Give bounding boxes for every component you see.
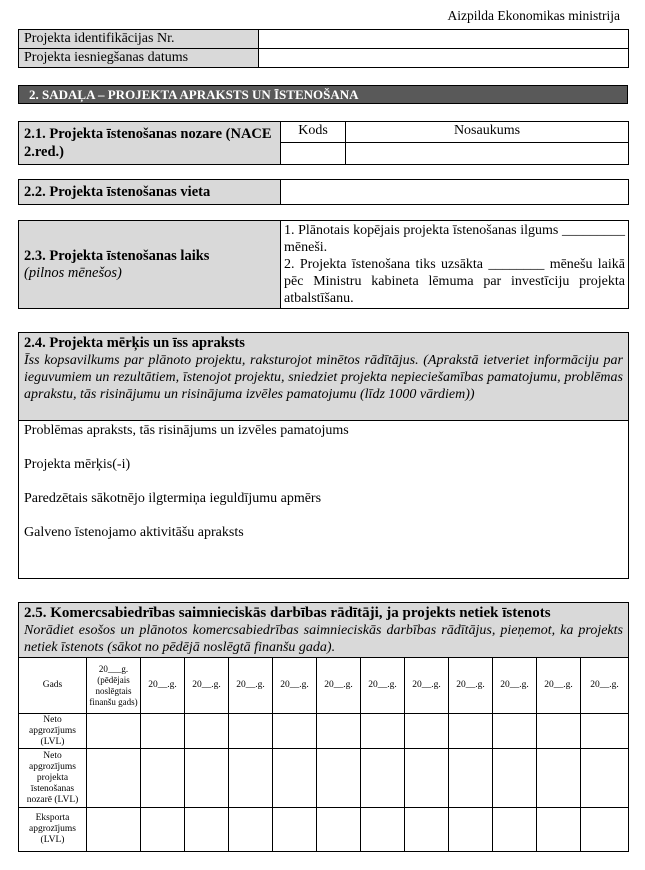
row-label-export-turnover: Eksporta apgrozījums (LVL) bbox=[19, 808, 87, 852]
table-row bbox=[19, 808, 629, 852]
value-cell[interactable] bbox=[361, 714, 405, 749]
nosaukums-header: Nosaukums bbox=[346, 122, 629, 143]
value-cell[interactable] bbox=[449, 808, 493, 852]
value-cell[interactable] bbox=[405, 749, 449, 808]
nace-title: 2.1. Projekta īstenošanas nozare (NACE 2.red.) bbox=[19, 122, 281, 165]
year-header: 20__.g. bbox=[141, 658, 185, 714]
timeline-title: 2.3. Projekta īstenošanas laiks bbox=[24, 248, 210, 264]
table-row bbox=[19, 749, 629, 808]
value-cell[interactable] bbox=[405, 714, 449, 749]
value-cell[interactable] bbox=[537, 808, 581, 852]
value-cell[interactable] bbox=[493, 808, 537, 852]
location-title: 2.2. Projekta īstenošanas vieta bbox=[19, 180, 281, 205]
goal-description: Īss kopsavilkums par plānoto projektu, raksturojot minētos rādītājus. (Aprakstā ietveriet informāciju par ieguvumiem un rezultātiem, īstenojot projektu, sniedziet projekta nepieciešamības pamatojumu, problēmas aprakstu, tās risinājumu un risinājuma izvēles pamatojumu (līdz 1000 vārdiem)) bbox=[24, 353, 623, 402]
goal-line-objectives: Projekta mērķis(-i) bbox=[24, 457, 131, 472]
value-cell[interactable] bbox=[537, 749, 581, 808]
year-header: 20__.g. bbox=[449, 658, 493, 714]
ministry-note: Aizpilda Ekonomikas ministrija bbox=[447, 8, 620, 23]
year-header: 20__.g. bbox=[361, 658, 405, 714]
value-cell[interactable] bbox=[185, 749, 229, 808]
value-cell[interactable] bbox=[229, 749, 273, 808]
value-cell[interactable] bbox=[87, 714, 141, 749]
value-cell[interactable] bbox=[581, 714, 629, 749]
timeline-subtitle: (pilnos mēnešos) bbox=[24, 265, 122, 281]
value-cell[interactable] bbox=[581, 749, 629, 808]
value-cell[interactable] bbox=[317, 749, 361, 808]
kods-field[interactable] bbox=[281, 142, 346, 164]
section-2-3 bbox=[18, 220, 629, 309]
goal-line-activities: Galveno īstenojamo aktivitāšu apraksts bbox=[24, 525, 244, 540]
goal-header bbox=[19, 333, 629, 421]
year-header: 20__.g. bbox=[273, 658, 317, 714]
project-id-label: Projekta identifikācijas Nr. bbox=[19, 30, 259, 49]
timeline-content bbox=[281, 221, 629, 309]
value-cell[interactable] bbox=[405, 808, 449, 852]
goal-content[interactable] bbox=[19, 421, 629, 579]
year-header: 20__.g. bbox=[537, 658, 581, 714]
row-label-net-turnover: Neto apgrozījums (LVL) bbox=[19, 714, 87, 749]
value-cell[interactable] bbox=[185, 808, 229, 852]
value-cell[interactable] bbox=[229, 808, 273, 852]
kods-header: Kods bbox=[281, 122, 346, 143]
indicators-title: 2.5. Komercsabiedrības saimnieciskās darbības rādītāji, ja projekts netiek īstenots bbox=[24, 605, 551, 621]
section-2-4 bbox=[18, 332, 629, 579]
value-cell[interactable] bbox=[581, 808, 629, 852]
section-2-5 bbox=[18, 602, 629, 852]
section-title: 2. SADAĻA – PROJEKTA APRAKSTS UN ĪSTENOŠANA bbox=[18, 85, 628, 104]
timeline-title-cell bbox=[19, 221, 281, 309]
goal-line-investment: Paredzētais sākotnējo ilgtermiņa ieguldījumu apmērs bbox=[24, 491, 322, 506]
year-header: 20__.g. bbox=[493, 658, 537, 714]
value-cell[interactable] bbox=[273, 714, 317, 749]
value-cell[interactable] bbox=[273, 749, 317, 808]
table-row bbox=[19, 714, 629, 749]
value-cell[interactable] bbox=[449, 714, 493, 749]
section-2-1 bbox=[18, 121, 629, 165]
goal-title: 2.4. Projekta mērķis un īss apraksts bbox=[24, 335, 245, 351]
value-cell[interactable] bbox=[317, 808, 361, 852]
value-cell[interactable] bbox=[87, 749, 141, 808]
indicators-description: Norādiet esošos un plānotos komercsabiedrības saimnieciskās darbības rādītājus, pieņemot, ka projekts netiek īstenots (sākot no pēdējā noslēgtā finanšu gada). bbox=[24, 623, 623, 655]
value-cell[interactable] bbox=[87, 808, 141, 852]
value-cell[interactable] bbox=[361, 808, 405, 852]
year-header: 20__.g. bbox=[185, 658, 229, 714]
indicators-header bbox=[19, 603, 629, 658]
nosaukums-field[interactable] bbox=[346, 142, 629, 164]
year-header: 20__.g. bbox=[581, 658, 629, 714]
value-cell[interactable] bbox=[449, 749, 493, 808]
value-cell[interactable] bbox=[141, 808, 185, 852]
section-2-2 bbox=[18, 179, 629, 205]
identification-table bbox=[18, 29, 629, 68]
gads-header: Gads bbox=[19, 658, 87, 714]
year-header: 20__.g. bbox=[317, 658, 361, 714]
year-header: 20__.g. bbox=[405, 658, 449, 714]
value-cell[interactable] bbox=[537, 714, 581, 749]
location-field[interactable] bbox=[281, 180, 629, 205]
year-header: 20__.g. bbox=[229, 658, 273, 714]
project-id-field[interactable] bbox=[259, 30, 629, 49]
value-cell[interactable] bbox=[317, 714, 361, 749]
timeline-item-2: 2. Projekta īstenošana tiks uzsākta ________ mēnešu laikā pēc Ministru kabineta lēmuma par investīciju projekta atbalstīšanu. bbox=[284, 257, 625, 306]
year-header-first: 20___g. (pēdējais noslēgtais finanšu gads) bbox=[87, 658, 141, 714]
submission-date-field[interactable] bbox=[259, 49, 629, 68]
value-cell[interactable] bbox=[493, 749, 537, 808]
value-cell[interactable] bbox=[493, 714, 537, 749]
submission-date-label: Projekta iesniegšanas datums bbox=[19, 49, 259, 68]
timeline-item-1: 1. Plānotais kopējais projekta īstenošanas ilgums _________ mēneši. bbox=[284, 223, 625, 255]
value-cell[interactable] bbox=[229, 714, 273, 749]
row-label-sector-turnover: Neto apgrozījums projekta īstenošanas nozarē (LVL) bbox=[19, 749, 87, 808]
value-cell[interactable] bbox=[361, 749, 405, 808]
value-cell[interactable] bbox=[273, 808, 317, 852]
value-cell[interactable] bbox=[185, 714, 229, 749]
goal-line-problem: Problēmas apraksts, tās risinājums un izvēles pamatojums bbox=[24, 423, 349, 438]
value-cell[interactable] bbox=[141, 749, 185, 808]
value-cell[interactable] bbox=[141, 714, 185, 749]
